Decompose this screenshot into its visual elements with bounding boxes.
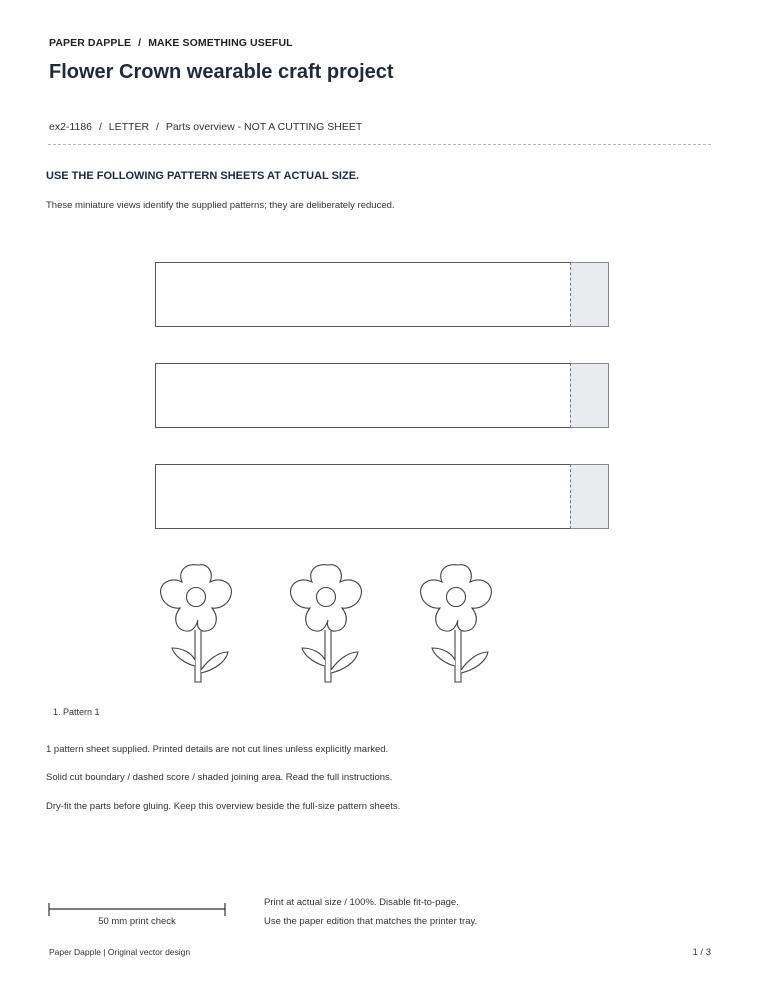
section-intro: These miniature views identify the supplied patterns; they are deliberately reduced. (46, 200, 395, 211)
print-instruction-1: Print at actual size / 100%. Disable fit-to-page. (264, 897, 459, 908)
score-line (570, 464, 571, 529)
pattern-caption: 1. Pattern 1 (53, 707, 100, 717)
joining-tab (570, 464, 609, 529)
section-heading: USE THE FOLLOWING PATTERN SHEETS AT ACTUAL SIZE. (46, 170, 360, 182)
print-instruction-2: Use the paper edition that matches the printer tray. (264, 916, 478, 927)
page-title: Flower Crown wearable craft project (49, 61, 394, 83)
score-line (570, 363, 571, 428)
band-strip-3 (155, 464, 608, 529)
note-1: 1 pattern sheet supplied. Printed details are not cut lines unless explicitly marked. (46, 744, 389, 755)
meta-code: ex2-1186 (49, 121, 93, 133)
band-cut-outline (155, 464, 571, 529)
band-cut-outline (155, 363, 571, 428)
joining-tab (570, 262, 609, 327)
flower-pattern-2 (291, 565, 362, 682)
flower-pattern-1 (161, 565, 232, 682)
meta-paper: LETTER (108, 121, 150, 133)
meta-separator-2: / (155, 121, 159, 133)
meta-label: Parts overview - NOT A CUTTING SHEET (165, 121, 363, 133)
meta-separator-1: / (98, 121, 102, 133)
brand-line (49, 37, 293, 49)
note-3: Dry-fit the parts before gluing. Keep this overview beside the full-size pattern sheets. (46, 801, 401, 812)
brand-separator: / (138, 37, 142, 49)
footer-credit: Paper Dapple | Original vector design (49, 947, 191, 957)
score-line (570, 262, 571, 327)
scale-label: 50 mm print check (98, 916, 176, 927)
meta-line (49, 121, 362, 133)
band-strip-1 (155, 262, 608, 327)
flower-pattern-3 (421, 565, 492, 682)
brand-tagline: MAKE SOMETHING USEFUL (148, 37, 293, 49)
joining-tab (570, 363, 609, 428)
note-2: Solid cut boundary / dashed score / shaded joining area. Read the full instructions. (46, 772, 393, 783)
band-cut-outline (155, 262, 571, 327)
page-number: 1 / 3 (692, 947, 711, 958)
scale-bar (48, 901, 226, 917)
band-strip-2 (155, 363, 608, 428)
flower-patterns (150, 560, 510, 685)
header-divider (48, 144, 711, 145)
brand-name: PAPER DAPPLE (49, 37, 132, 49)
